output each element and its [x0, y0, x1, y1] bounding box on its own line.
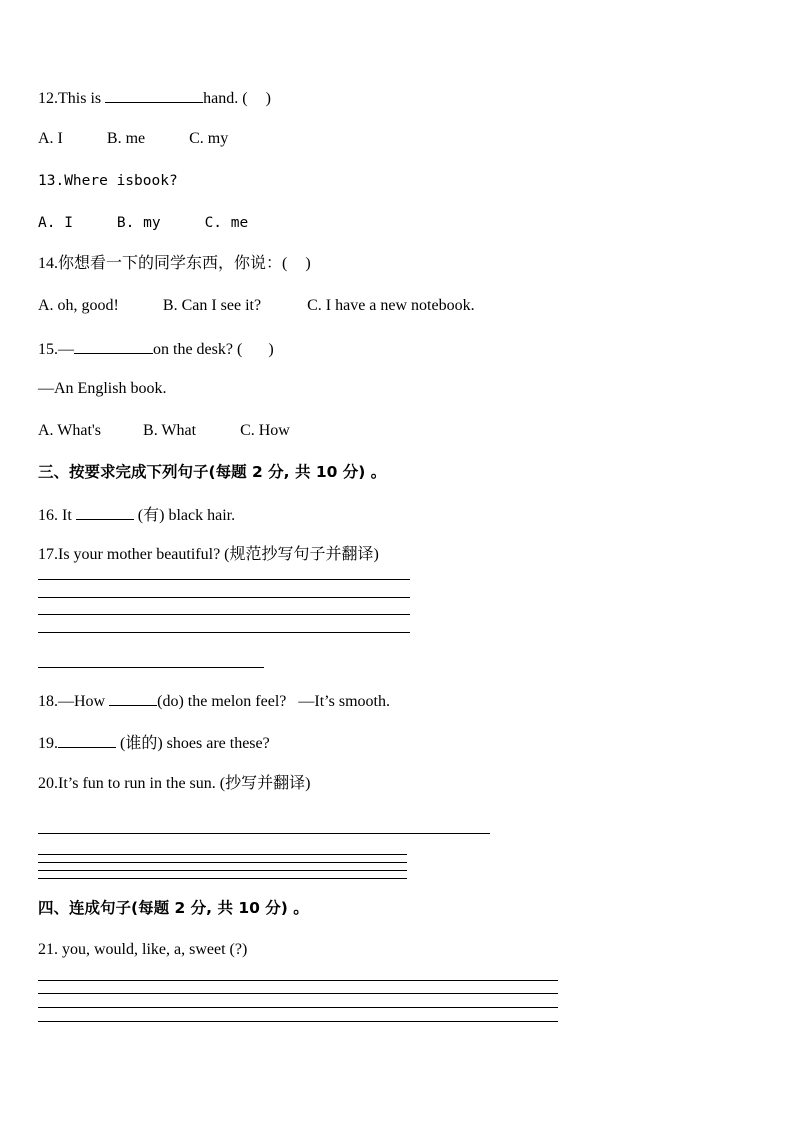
- q15-option-c[interactable]: C. How: [240, 422, 290, 439]
- q19-prefix: 19.: [38, 735, 58, 752]
- q15-reply: —An English book.: [38, 380, 167, 397]
- q13-options: [38, 213, 248, 233]
- q18-middle: (do) the melon feel?: [157, 693, 287, 710]
- q15-prefix: 15.—: [38, 341, 74, 358]
- question-18: [38, 690, 390, 712]
- q17-writing-line-2[interactable]: [38, 597, 410, 598]
- q20-writing-line-5[interactable]: [38, 878, 407, 879]
- q12-answer-blank[interactable]: [105, 87, 203, 103]
- q21-text: 21. you, would, like, a, sweet (?): [38, 941, 248, 958]
- q15-options: [38, 421, 290, 441]
- q19-answer-blank[interactable]: [58, 732, 116, 748]
- q18-answer-blank[interactable]: [109, 690, 157, 706]
- q19-suffix: (谁的) shoes are these?: [116, 735, 270, 752]
- question-16: [38, 504, 235, 526]
- q12-option-a[interactable]: A. I: [38, 130, 63, 147]
- q12-options: [38, 129, 228, 149]
- q14-option-a[interactable]: A. oh, good!: [38, 297, 119, 314]
- q15-close: ): [268, 341, 274, 358]
- question-20: [38, 774, 310, 794]
- q16-answer-blank[interactable]: [76, 504, 134, 520]
- q14-option-c[interactable]: C. I have a new notebook.: [307, 297, 475, 314]
- q13-option-b[interactable]: B. my: [116, 215, 161, 231]
- question-17: [38, 545, 379, 565]
- question-12: [38, 87, 271, 109]
- q14-text: 14.你想看一下的同学东西，你说：(: [38, 255, 288, 272]
- q14-option-b[interactable]: B. Can I see it?: [162, 297, 262, 314]
- q12-suffix: hand. (: [203, 90, 248, 107]
- question-15: [38, 338, 274, 360]
- q20-writing-line-2[interactable]: [38, 854, 407, 855]
- q15-option-a[interactable]: A. What's: [38, 422, 102, 439]
- q20-writing-line-4[interactable]: [38, 870, 407, 871]
- q20-text: 20.It’s fun to run in the sun. (抄写并翻译): [38, 775, 311, 792]
- q21-writing-line-2[interactable]: [38, 993, 558, 994]
- q17-writing-line-3[interactable]: [38, 614, 410, 615]
- question-14: [38, 254, 311, 274]
- q16-suffix: (有) black hair.: [133, 507, 236, 524]
- q17-text: 17.Is your mother beautiful? (规范抄写句子并翻译): [38, 546, 379, 563]
- q12-option-b[interactable]: B. me: [106, 130, 146, 147]
- q20-writing-line-3[interactable]: [38, 862, 407, 863]
- q14-close: ): [305, 255, 311, 272]
- q18-prefix: 18.—How: [38, 693, 110, 710]
- section-4-heading: [38, 898, 309, 918]
- q13-text: 13.Where isbook?: [38, 173, 178, 189]
- section-4-heading-text: 四、连成句子(每题 2 分, 共 10 分) 。: [38, 899, 309, 917]
- question-19: [38, 732, 270, 754]
- q15-answer-line: [38, 379, 166, 399]
- q17-writing-line-4[interactable]: [38, 632, 410, 633]
- q12-close: ): [265, 90, 271, 107]
- q20-writing-line-1[interactable]: [38, 833, 490, 834]
- q21-writing-line-3[interactable]: [38, 1007, 558, 1008]
- q13-option-a[interactable]: A. I: [38, 215, 73, 231]
- q16-prefix: 16. It: [38, 507, 76, 524]
- q15-suffix: on the desk? (: [153, 341, 243, 358]
- q17-writing-line-5[interactable]: [38, 667, 264, 668]
- q12-option-c[interactable]: C. my: [189, 130, 229, 147]
- q18-reply: —It’s smooth.: [298, 693, 390, 710]
- q12-prefix: 12.This is: [38, 90, 106, 107]
- q17-writing-line-1[interactable]: [38, 579, 410, 580]
- section-3-heading-text: 三、按要求完成下列句子(每题 2 分, 共 10 分) 。: [38, 463, 387, 481]
- section-3-heading: [38, 462, 386, 482]
- q15-answer-blank[interactable]: [74, 338, 153, 354]
- q21-writing-line-1[interactable]: [38, 980, 558, 981]
- question-21: [38, 940, 247, 960]
- q21-writing-line-4[interactable]: [38, 1021, 558, 1022]
- question-13: [38, 171, 178, 191]
- q14-options: [38, 296, 475, 316]
- q15-option-b[interactable]: B. What: [143, 422, 197, 439]
- q13-option-c[interactable]: C. me: [204, 215, 249, 231]
